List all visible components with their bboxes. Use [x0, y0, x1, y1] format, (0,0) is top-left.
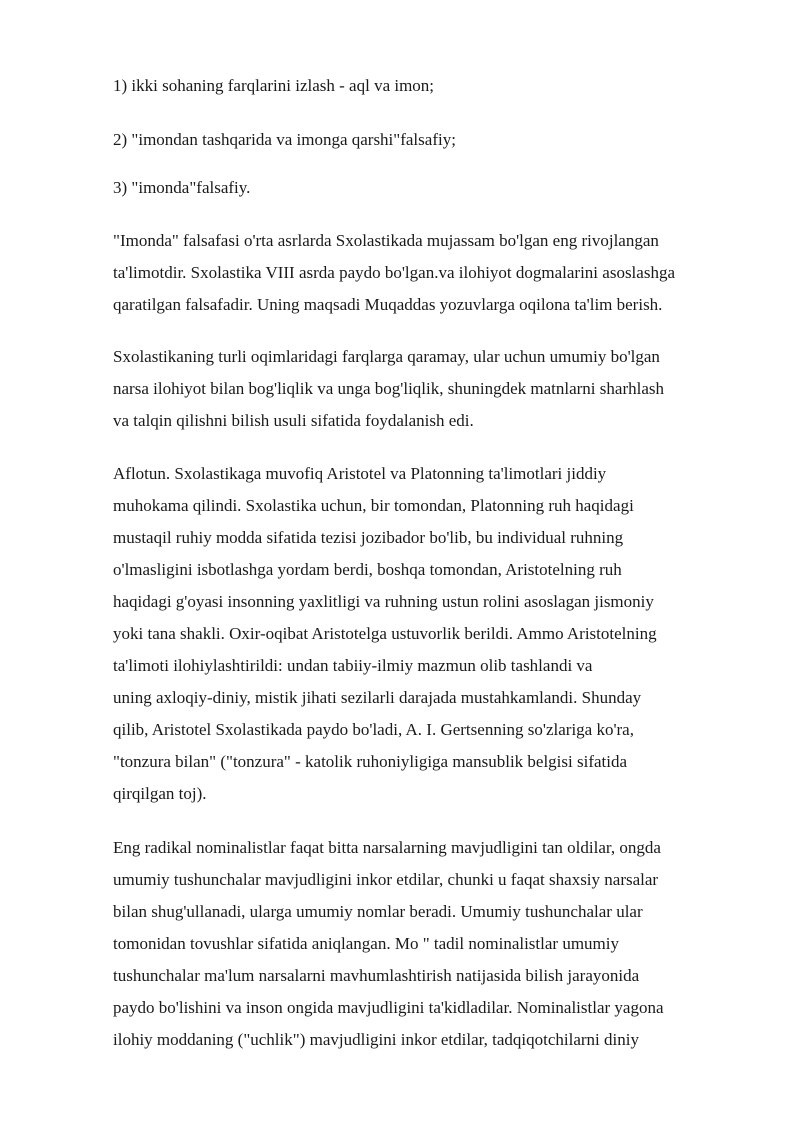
- text-line: qirqilgan toj).: [113, 784, 207, 803]
- text-line: mustaqil ruhiy modda sifatida tezisi jozibador bo'lib, bu individual ruhning: [113, 528, 624, 547]
- text-line: Aflotun. Sxolastikaga muvofiq Aristotel va Platonning ta'limotlari jiddiy: [113, 464, 607, 483]
- text-line: ta'limotdir. Sxolastika VIII asrda paydo bo'lgan.va ilohiyot dogmalarini asoslashga: [113, 263, 675, 282]
- text-line: paydo bo'lishini va inson ongida mavjudligini ta'kidladilar. Nominalistlar yagona: [113, 998, 664, 1017]
- text-line: tushunchalar ma'lum narsalarni mavhumlashtirish natijasida bilish jarayonida: [113, 966, 640, 985]
- list-item: 1) ikki sohaning farqlarini izlash - aql va imon;: [113, 76, 435, 95]
- list-item: 2) "imondan tashqarida va imonga qarshi"falsafiy;: [113, 130, 456, 149]
- text-line: qilib, Aristotel Sxolastikada paydo bo'ladi, A. I. Gertsenning so'zlariga ko'ra,: [113, 720, 634, 739]
- text-line: yoki tana shakli. Oxir-oqibat Aristotelga ustuvorlik berildi. Ammo Aristotelning: [113, 624, 657, 643]
- paragraph: [113, 832, 753, 1056]
- paragraph: [113, 458, 753, 810]
- text-line: muhokama qilindi. Sxolastika uchun, bir tomondan, Platonning ruh haqidagi: [113, 496, 634, 515]
- text-line: "Imonda" falsafasi o'rta asrlarda Sxolastikada mujassam bo'lgan eng rivojlangan: [113, 231, 659, 250]
- paragraph: [113, 341, 753, 437]
- text-line: qaratilgan falsafadir. Uning maqsadi Muqaddas yozuvlarga oqilona ta'lim berish.: [113, 295, 663, 314]
- text-line: ta'limoti ilohiylashtirildi: undan tabiiy-ilmiy mazmun olib tashlandi va: [113, 656, 593, 675]
- text-line: haqidagi g'oyasi insonning yaxlitligi va ruhning ustun rolini asoslagan jismoniy: [113, 592, 654, 611]
- text-line: bilan shug'ullanadi, ularga umumiy nomlar beradi. Umumiy tushunchalar ular: [113, 902, 643, 921]
- text-line: narsa ilohiyot bilan bog'liqlik va unga bog'liqlik, shuningdek matnlarni sharhlash: [113, 379, 664, 398]
- paragraph: [113, 225, 753, 321]
- text-line: "tonzura bilan" ("tonzura" - katolik ruhoniyligiga mansublik belgisi sifatida: [113, 752, 628, 771]
- text-line: ilohiy moddaning ("uchlik") mavjudligini inkor etdilar, tadqiqotchilarni diniy: [113, 1030, 639, 1049]
- text-line: Sxolastikaning turli oqimlaridagi farqlarga qaramay, ular uchun umumiy bo'lgan: [113, 347, 660, 366]
- text-line: Eng radikal nominalistlar faqat bitta narsalarning mavjudligini tan oldilar, ongda: [113, 838, 661, 857]
- text-line: va talqin qilishni bilish usuli sifatida foydalanish edi.: [113, 411, 474, 430]
- text-line: o'lmasligini isbotlashga yordam berdi, boshqa tomondan, Aristotelning ruh: [113, 560, 622, 579]
- text-line: uning axloqiy-diniy, mistik jihati sezilarli darajada mustahkamlandi. Shunday: [113, 688, 642, 707]
- list-item: 3) "imonda"falsafiy.: [113, 178, 251, 197]
- text-line: tomonidan tovushlar sifatida aniqlangan. Mo " tadil nominalistlar umumiy: [113, 934, 619, 953]
- text-line: umumiy tushunchalar mavjudligini inkor etdilar, chunki u faqat shaxsiy narsalar: [113, 870, 659, 889]
